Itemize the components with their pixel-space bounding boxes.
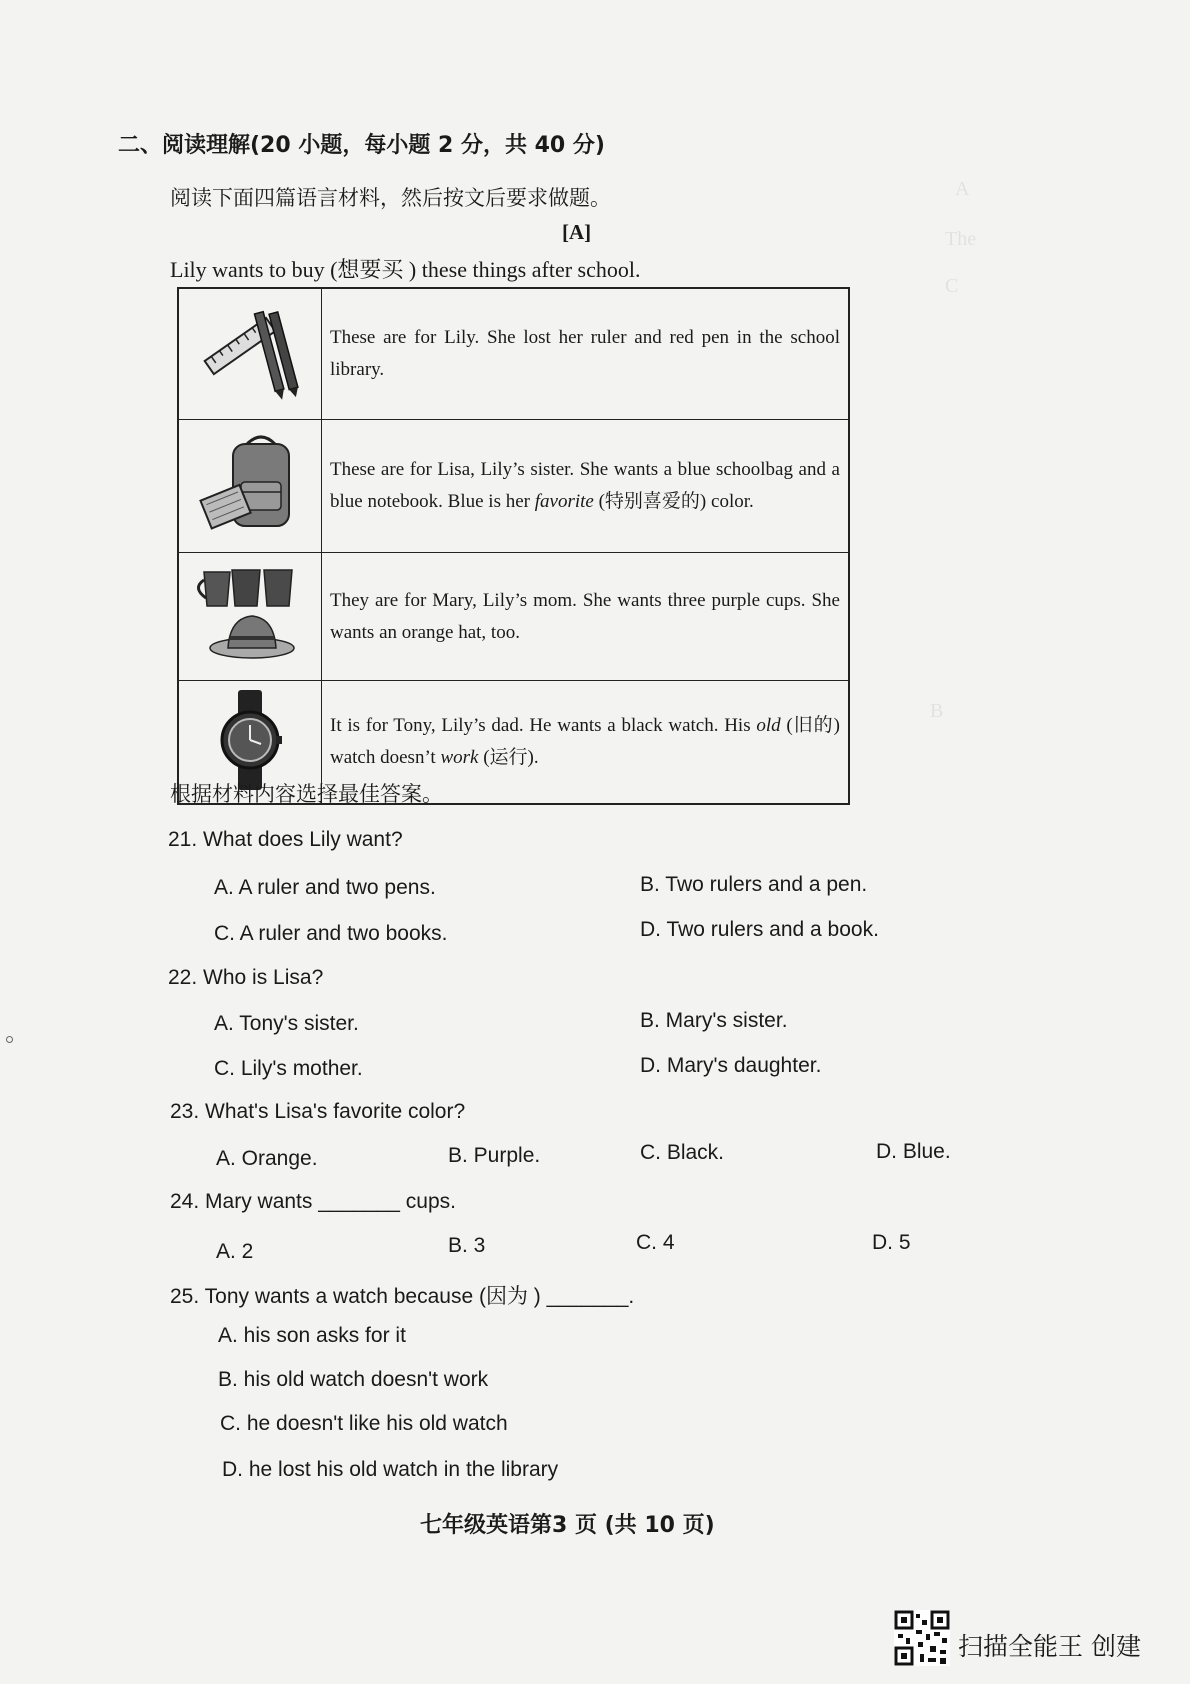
qr-code-icon: [894, 1610, 950, 1666]
option-d: D. Two rulers and a book.: [640, 918, 879, 941]
show-through-text: The: [945, 228, 977, 250]
item-row: [178, 288, 849, 420]
glossed-word: work: [440, 747, 479, 768]
option-b: B. Two rulers and a pen.: [640, 873, 868, 896]
item-text-part: These are for Lisa, Lily’s sister. She wants a blue schoolbag and a blue notebook. Blue is her: [330, 459, 840, 512]
option-d: D. he lost his old watch in the library: [222, 1458, 559, 1481]
schoolbag-icon: [195, 430, 305, 538]
option-b: B. his old watch doesn't work: [218, 1368, 489, 1391]
cups-hat-icon: [190, 562, 310, 666]
passage-label: [A]: [562, 220, 592, 244]
question-stem: 21. What does Lily want?: [168, 828, 403, 851]
question-stem: 23. What's Lisa's favorite color?: [170, 1100, 466, 1123]
option-d: D. Blue.: [876, 1140, 951, 1163]
section-title: 二、阅读理解(20 小题，每小题 2 分，共 40 分): [118, 133, 605, 158]
question-stem: 24. Mary wants _______ cups.: [170, 1190, 457, 1213]
item-row: [178, 553, 849, 681]
item-text-part: (特别喜爱的) color.: [593, 491, 754, 512]
question-stem: 25. Tony wants a watch because (因为 ) _______.: [170, 1285, 635, 1308]
item-row: [178, 420, 849, 553]
option-a: A. his son asks for it: [218, 1324, 406, 1347]
item-picture: [178, 553, 322, 681]
option-b: B. Mary's sister.: [640, 1009, 788, 1032]
item-text: [322, 420, 850, 553]
option-b: B. Purple.: [448, 1144, 541, 1167]
passage-intro: Lily wants to buy (想要买 ) these things after school.: [170, 257, 641, 282]
option-d: D. 5: [872, 1231, 911, 1254]
item-text-part: It is for Tony, Lily’s dad. He wants a black watch. His: [330, 715, 757, 736]
item-text: These are for Lily. She lost her ruler and red pen in the school library.: [322, 288, 850, 420]
show-through-text: A: [955, 178, 970, 200]
glossed-word: favorite: [534, 491, 594, 512]
page-footer: 七年级英语第3 页 (共 10 页): [420, 1513, 715, 1538]
option-c: C. A ruler and two books.: [214, 922, 448, 945]
question-stem: 22. Who is Lisa?: [168, 966, 324, 989]
glossed-word: old: [756, 715, 781, 736]
watch-icon: [210, 688, 290, 792]
item-text-part: (旧的) watch doesn’t: [330, 715, 841, 768]
option-a: A. Orange.: [216, 1147, 318, 1170]
show-through-text: C: [945, 275, 959, 297]
option-b: B. 3: [448, 1234, 486, 1257]
option-c: C. Lily's mother.: [214, 1057, 363, 1080]
item-text: They are for Mary, Lily’s mom. She wants three purple cups. She wants an orange hat, too.: [322, 553, 850, 681]
items-table: [177, 287, 850, 805]
item-picture: [178, 420, 322, 553]
option-d: D. Mary's daughter.: [640, 1054, 822, 1077]
show-through-text: B: [930, 700, 944, 722]
answer-instruction: 根据材料内容选择最佳答案。: [170, 782, 443, 806]
option-c: C. 4: [636, 1231, 675, 1254]
option-a: A. Tony's sister.: [214, 1012, 359, 1035]
section-instruction: 阅读下面四篇语言材料，然后按文后要求做题。: [170, 186, 611, 210]
scanner-watermark: 扫描全能王 创建: [958, 1632, 1141, 1661]
scan-speck: [6, 1036, 13, 1043]
option-c: C. Black.: [640, 1141, 725, 1164]
option-c: C. he doesn't like his old watch: [220, 1412, 508, 1435]
item-text-part: (运行).: [478, 747, 539, 768]
ruler-pens-icon: [195, 302, 305, 402]
option-a: A. A ruler and two pens.: [214, 876, 436, 899]
option-a: A. 2: [216, 1240, 254, 1263]
item-picture: [178, 288, 322, 420]
